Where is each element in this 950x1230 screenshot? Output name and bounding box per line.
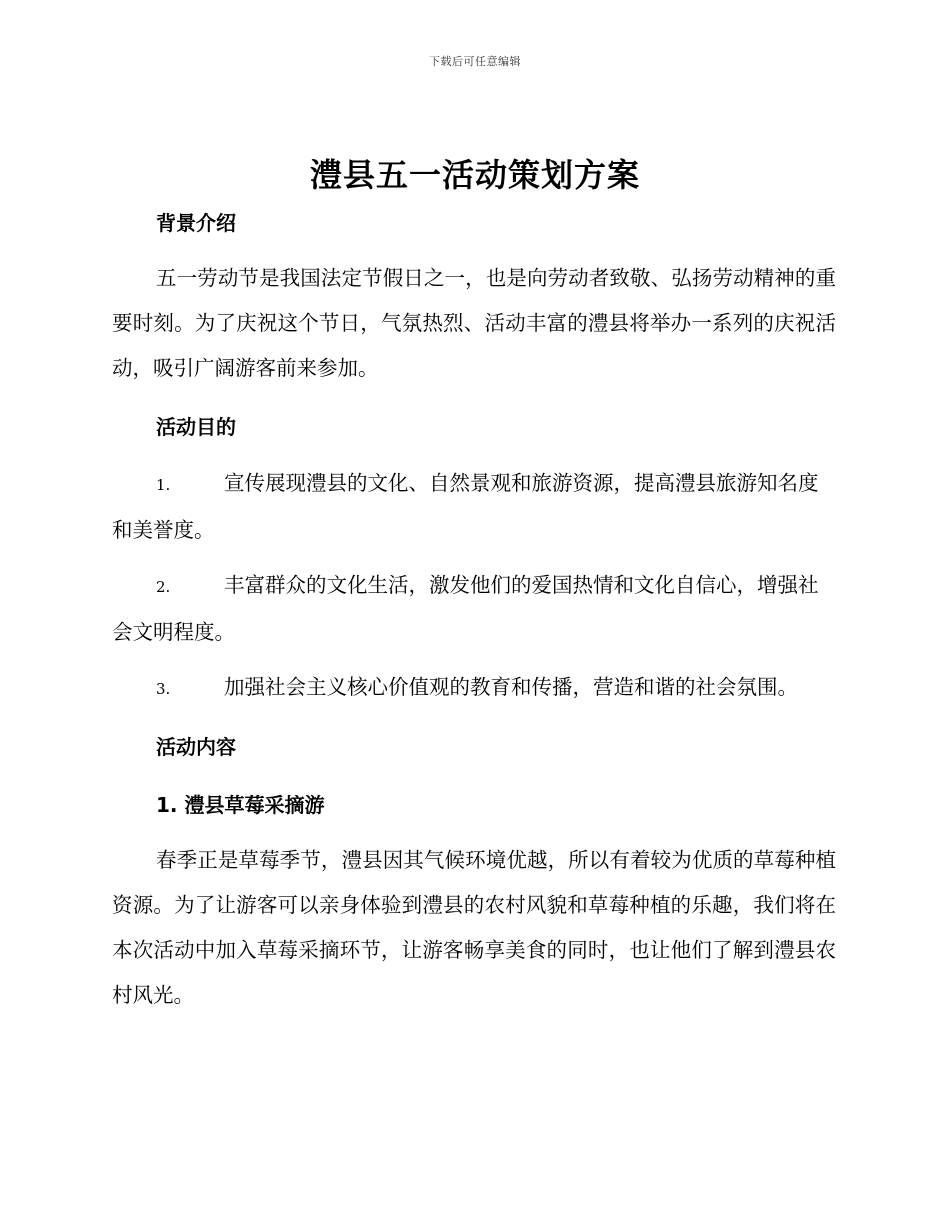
heading-content: 活动内容	[156, 735, 236, 759]
list-item-purpose-2	[112, 563, 836, 655]
list-item-purpose-1	[112, 461, 836, 553]
list-item-text: 加强社会主义核心价值观的教育和传播，营造和谐的社会氛围。	[224, 675, 798, 699]
list-number: 1.	[156, 476, 171, 494]
list-number: 2.	[156, 578, 171, 596]
heading-purpose: 活动目的	[156, 415, 236, 439]
list-item-text: 宣传展现澧县的文化、自然景观和旅游资源，提高澧县旅游知名度和美誉度。	[112, 471, 819, 542]
list-number: 3.	[156, 680, 171, 698]
list-item-text: 丰富群众的文化生活，激发他们的爱国热情和文化自信心，增强社会文明程度。	[112, 573, 819, 644]
paragraph-background: 五一劳动节是我国法定节假日之一，也是向劳动者致敬、弘扬劳动精神的重要时刻。为了庆祝这个节日，气氛热烈、活动丰富的澧县将举办一系列的庆祝活动，吸引广阔游客前来参加。	[112, 266, 836, 380]
heading-background: 背景介绍	[156, 211, 236, 235]
paragraph-strawberry: 春季正是草莓季节，澧县因其气候环境优越，所以有着较为优质的草莓种植资源。为了让游客可以亲身体验到澧县的农村风貌和草莓种植的乐趣，我们将在本次活动中加入草莓采摘环节，让游客畅享美食的同时，也让他们了解到澧县农村风光。	[112, 848, 836, 1007]
document-title: 澧县五一活动策划方案	[309, 156, 640, 194]
list-item-purpose-3	[112, 665, 836, 712]
header-note: 下载后可任意编辑	[429, 55, 521, 68]
subheading-strawberry: 1. 澧县草莓采摘游	[156, 793, 325, 817]
